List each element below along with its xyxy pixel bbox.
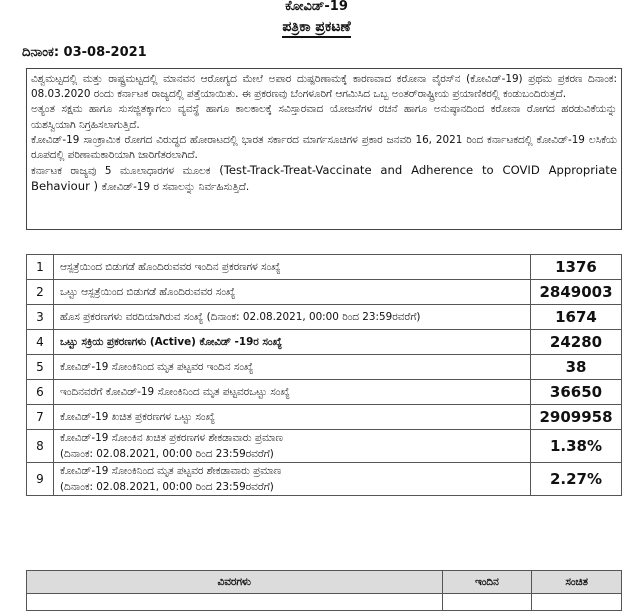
table-row	[27, 330, 622, 355]
table-row	[27, 380, 622, 405]
row-value: 1376	[531, 255, 622, 280]
row-number: 3	[27, 305, 54, 330]
notice-box	[26, 68, 622, 230]
today-header: ಇಂದಿನ	[442, 571, 532, 594]
row-description: ಕೋವಿಡ್-19 ಸೋಂಕಿನಿಂದ ಮೃತ ಪಟ್ಟವರ ಇಂದಿನ ಸಂಖ್ಯೆ	[54, 355, 531, 380]
row-number: 7	[27, 405, 54, 430]
today-cell	[442, 594, 532, 611]
row-description-line1: ಕೋವಿಡ್-19 ಸೋಂಕಿನಿಂದ ಮೃತ ಪಟ್ಟವರ ಶೇಕಡಾವಾರು ಪ್ರಮಾಣ	[60, 465, 282, 477]
cumulative-cell	[532, 594, 622, 611]
row-value: 2.27%	[531, 463, 622, 496]
row-value: 24280	[531, 330, 622, 355]
table-row	[27, 305, 622, 330]
row-number: 2	[27, 280, 54, 305]
row-number: 1	[27, 255, 54, 280]
notice-p4-english: (Test-Track-Treat-Vaccinate and Adherence to COVID Appropriate Behaviour )	[31, 163, 617, 194]
row-description	[54, 430, 531, 463]
statistics-table	[26, 254, 622, 496]
table-row	[27, 280, 622, 305]
row-number: 6	[27, 380, 54, 405]
row-description: ಆಸ್ಪತ್ರೆಯಿಂದ ಬಿಡುಗಡೆ ಹೊಂದಿರುವವರ ಇಂದಿನ ಪ್ರಕರಣಗಳ ಸಂಖ್ಯೆ	[54, 255, 531, 280]
notice-paragraph-2: ಅತ್ಯಂತ ಸಕ್ಷಮ ಹಾಗೂ ಸುಸಜ್ಜಿತಕ್ಕಾಗಲು ವ್ಯವಸ್ಥೆ ಹಾಗೂ ಕಾಲಕಾಲಕ್ಕೆ ಸವಿಸ್ತಾರವಾದ ಯೋಜನೆಗಳ ರಚನೆ ಹಾಗೂ ಅನುಷ್ಠಾನದಿಂದ ಕರೋನಾ ರೋಗದ ಹರಡುವಿಕೆಯನ್ನು ಯಶಸ್ವಿಯಾಗಿ ನಿಗ್ರಹಿಸಲಾಗುತ್ತಿದೆ.	[31, 103, 617, 131]
row-number: 8	[27, 430, 54, 463]
row-description-line1: ಕೋವಿಡ್-19 ಸೋಂಕಿನ ಖಚಿತ ಪ್ರಕರಣಗಳ ಶೇಕಡಾವಾರು ಪ್ರಮಾಣ	[60, 432, 283, 444]
row-value: 36650	[531, 380, 622, 405]
row-description-line2: (ದಿನಾಂಕ: 02.08.2021, 00:00 ರಿಂದ 23:59ರವರೆಗೆ)	[60, 481, 274, 493]
table-row	[27, 255, 622, 280]
press-release-heading-text: ಪತ್ರಿಕಾ ಪ್ರಕಟಣೆ	[282, 19, 350, 38]
table-row	[27, 405, 622, 430]
row-value: 1.38%	[531, 430, 622, 463]
table-row	[27, 463, 622, 496]
details-header-row	[27, 571, 622, 594]
row-value: 2909958	[531, 405, 622, 430]
details-header: ವಿವರಗಳು	[27, 571, 443, 594]
row-description: ಇಂದಿನವರೆಗೆ ಕೋವಿಡ್-19 ಸೋಂಕಿನಿಂದ ಮೃತ ಪಟ್ಟವರಒಟ್ಟು ಸಂಖ್ಯೆ	[54, 380, 531, 405]
row-number: 9	[27, 463, 54, 496]
row-value: 38	[531, 355, 622, 380]
details-cell	[27, 594, 443, 611]
row-description-line2: (ದಿನಾಂಕ: 02.08.2021, 00:00 ರಿಂದ 23:59ರವರೆಗೆ)	[60, 448, 274, 460]
notice-paragraph-4	[31, 163, 617, 195]
row-value: 2849003	[531, 280, 622, 305]
details-partial-row	[27, 594, 622, 611]
row-description: ಒಟ್ಟು ಸಕ್ರಿಯ ಪ್ರಕರಣಗಳು (Active) ಕೋವಿಡ್ -19ರ ಸಂಖ್ಯೆ	[54, 330, 531, 355]
notice-paragraph-3: ಕೋವಿಡ್-19 ಸಾಂಕ್ರಾಮಿಕ ರೋಗದ ವಿರುದ್ಧದ ಹೋರಾಟದಲ್ಲಿ ಭಾರತ ಸರ್ಕಾರದ ಮಾರ್ಗಸೂಚಿಗಳ ಪ್ರಕಾರ ಜನವರಿ 16, 2021 ರಿಂದ ಕರ್ನಾಟಕದಲ್ಲಿ ಕೋವಿಡ್-19 ಲಸಿಕೆಯ ರೂಪದಲ್ಲಿ ಪರಿಣಾಮಕಾರಿಯಾಗಿ ಜಾರಿಗೆತರಲಾಗಿದೆ.	[31, 133, 617, 162]
press-release-heading	[0, 18, 633, 36]
row-description: ಕೋವಿಡ್-19 ಖಚಿತ ಪ್ರಕರಣಗಳ ಒಟ್ಟು ಸಂಖ್ಯೆ	[54, 405, 531, 430]
table-row	[27, 355, 622, 380]
notice-p4-suffix: ಕೋವಿಡ್-19 ರ ಸವಾಲನ್ನು ನಿರ್ವಹಿಸುತ್ತಿದೆ.	[101, 181, 250, 194]
notice-p4-prefix: ಕರ್ನಾಟಕ ರಾಜ್ಯವು 5 ಮೂಲಾಧಾರಗಳ ಮೂಲಕ	[31, 165, 211, 178]
notice-paragraph-1: ವಿಶ್ವಮಟ್ಟದಲ್ಲಿ ಮತ್ತು ರಾಷ್ಟ್ರಮಟ್ಟದಲ್ಲಿ ಮಾನವನ ಆರೋಗ್ಯದ ಮೇಲೆ ಅಪಾರ ದುಷ್ಪರಿಣಾಮಕ್ಕೆ ಕಾರಣವಾದ ಕರೋನಾ ವೈರಸ್‌ನ (ಕೋವಿಡ್-19) ಪ್ರಥಮ ಪ್ರಕರಣ ದಿನಾಂಕ: 08.03.2020 ರಂದು ಕರ್ನಾಟಕ ರಾಜ್ಯದಲ್ಲಿ ಪತ್ತೆಯಾಯಿತು. ಈ ಪ್ರಕರಣವು ಬೆಂಗಳೂರಿಗೆ ಆಗಮಿಸಿದ ಒಬ್ಬ ಅಂತರ್‌ರಾಷ್ಟ್ರೀಯ ಪ್ರಯಾಣಿಕರಲ್ಲಿ ಕಂಡುಬಂದಿರುತ್ತದೆ.	[31, 73, 617, 101]
row-description: ಹೊಸ ಪ್ರಕರಣಗಳು ವರದಿಯಾಗಿರುವ ಸಂಖ್ಯೆ (ದಿನಾಂಕ: 02.08.2021, 00:00 ರಿಂದ 23:59ರವರೆಗೆ)	[54, 305, 531, 330]
row-number: 4	[27, 330, 54, 355]
table-row	[27, 430, 622, 463]
row-description: ಒಟ್ಟು ಆಸ್ಪತ್ರೆಯಿಂದ ಬಿಡುಗಡೆ ಹೊಂದಿರುವವರ ಸಂಖ್ಯೆ	[54, 280, 531, 305]
row-number: 5	[27, 355, 54, 380]
row-value: 1674	[531, 305, 622, 330]
covid-title: ಕೋವಿಡ್-19	[285, 0, 348, 14]
cumulative-header: ಸಂಚಿತ	[532, 571, 622, 594]
release-date: ದಿನಾಂಕ: 03-08-2021	[22, 45, 147, 60]
row-description	[54, 463, 531, 496]
details-table	[26, 570, 622, 611]
